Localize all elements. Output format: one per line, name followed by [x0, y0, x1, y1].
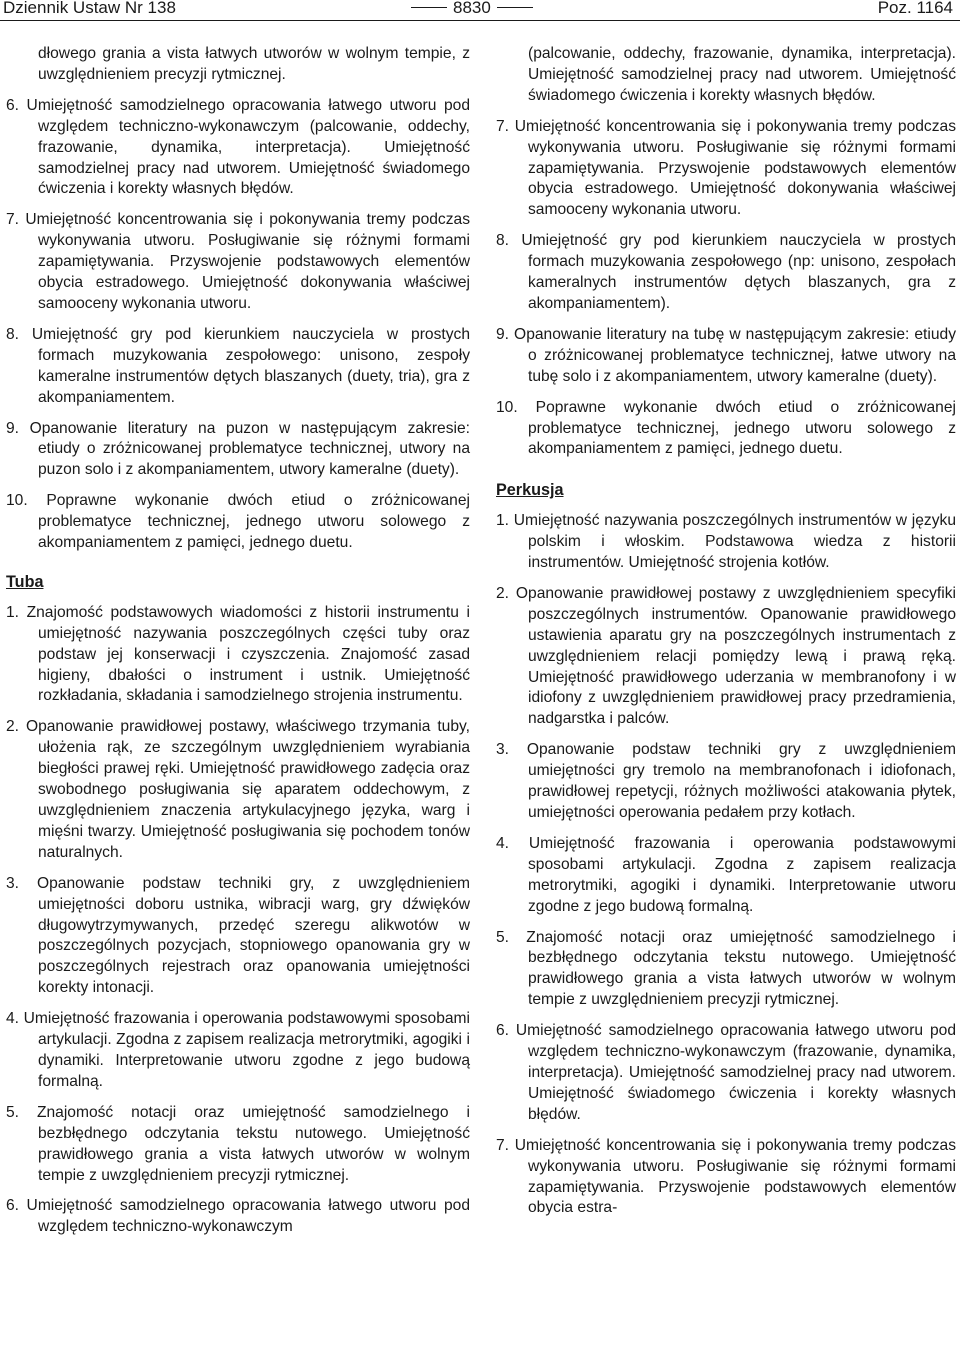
paragraph: (palcowanie, oddechy, frazowanie, dynamika, interpretacja). Umiejętność samodzielnej pracy nad utworem. Umiejętność świadomego ćwiczenia i korekty własnych błędów. [528, 45, 956, 104]
list-item: 1. Znajomość podstawowych wiadomości z historii instrumentu i umiejętność nazywania poszczególnych części tuby oraz podstaw jej konserwacji i czyszczenia. Znajomość zasad higieny, dbałości o instrument i ustnik. Umiejętność rozkładania, składania i samodzielnego strojenia instrumentu. [6, 603, 470, 705]
list-item: 6. Umiejętność samodzielnego opracowania łatwego utworu pod względem techniczno-wykonawczym (frazowanie, dynamika, interpretacja). Umiejętność samodzielnej pracy nad utworem. Umiejętność świadomego ćwiczenia i korekty własnych błędów. [496, 1022, 956, 1123]
list-item: 1. Umiejętność nazywania poszczególnych instrumentów w języku polskim i włoskim. Podstawowa wiedza z historii instrumentów. Umiejętność strojenia kotłów. [496, 512, 956, 572]
page-number [405, 0, 539, 16]
position-number: Poz. 1164 [877, 0, 953, 17]
list-item: 9. Opanowanie literatury na puzon w następującym zakresie: etiudy o zróżnicowanej problematyce technicznej, utwory na puzon solo i z akompaniamentem, utwory kameralne (duety). [6, 419, 470, 479]
list-item: 7. Umiejętność koncentrowania się i pokonywania tremy podczas wykonywania utworu. Posługiwanie się różnymi formami zapamiętywania. Przyswojenie podstawowych elementów obycia estradowego. Umiejętność dokonywania właściwej samooceny wykonania utworu. [6, 211, 470, 312]
header-rule [0, 20, 960, 21]
list-item: 2. Opanowanie prawidłowej postawy, właściwego trzymania tuby, ułożenia rąk, ze szczególnym uwzględnieniem wyrabiania biegłości prawej ręki. Umiejętność prawidłowego zadęcia oraz swobodnego posługiwania się aparatem oddechowym, z uwzględnieniem znaczenia artykulacyjnego języka, warg i mięśni twarzy. Umiejętność posługiwania się pochodem tonów naturalnych. [6, 718, 470, 861]
journal-title: Dziennik Ustaw Nr 138 [3, 0, 176, 17]
list-item: 9. Opanowanie literatury na tubę w następującym zakresie: etiudy o zróżnicowanej problematyce technicznej, łatwe utwory na tubę solo i z akompaniamentem, utwory kameralne (duety). [496, 325, 956, 385]
list-item: 6. Umiejętność samodzielnego opracowania łatwego utworu pod względem techniczno-wykonawczym (palcowanie, oddechy, frazowanie, dynamika, interpretacja). Umiejętność samodzielnej pracy nad utworem. Umiejętność świadomego ćwiczenia i korekty własnych błędów. [6, 96, 470, 198]
list-item: 2. Opanowanie prawidłowej postawy z uwzględnieniem specyfiki poszczególnych instrumentów. Opanowanie prawidłowego ustawienia aparatu gry na poszczególnych instrumentach z uwzględnieniem relacji pomiędzy lewą i prawą ręką. Umiejętność prawidłowego uderzania w membranofony i w idiofony z uwzględnieniem prawidłowej pracy przedramienia, nadgarstka i palców. [496, 584, 956, 728]
list-item: 5. Znajomość notacji oraz umiejętność samodzielnego i bezbłędnego odczytania tekstu nutowego. Umiejętność prawidłowego grania a vista łatwych utworów w wolnym tempie z uwzględnieniem precyzji rytmicznej. [496, 928, 956, 1009]
list-item: 10. Poprawne wykonanie dwóch etiud o zróżnicowanej problematyce technicznej, jednego utworu solowego z akompaniamentem z pamięci, jednego duetu. [496, 398, 956, 458]
list-item: 8. Umiejętność gry pod kierunkiem nauczyciela w prostych formach muzykowania zespołowego (np: unisono, zespołach kameralnych instrumentów dętych blaszanych, gra z akompaniamentem). [496, 232, 956, 312]
list-item: 3. Opanowanie podstaw techniki gry z uwzględnieniem umiejętności gry tremolo na membranofonach i idiofonach, prawidłowej repetycji, różnych możliwości atakowania płytek, umiejętności operowania pedałem przy kotłach. [496, 741, 956, 821]
list-item: 4. Umiejętność frazowania i operowania podstawowymi sposobami artykulacji. Zgodna z zapisem realizacja metrorytmiki, agogiki i dynamiki. Interpretowanie utworu zgodne z jego budową formalną. [496, 834, 956, 915]
list-item: 10. Poprawne wykonanie dwóch etiud o zróżnicowanej problematyce technicznej, jednego utworu solowego z akompaniamentem z pamięci, jednego duetu. [6, 492, 470, 552]
right-column [496, 44, 956, 1229]
list-item: 4. Umiejętność frazowania i operowania podstawowymi sposobami artykulacji. Zgodna z zapisem realizacja metrorytmiki, agogiki i dynamiki. Interpretowanie utworu zgodne z jego budową formalną. [6, 1010, 470, 1090]
list-item: 8. Umiejętność gry pod kierunkiem nauczyciela w prostych formach muzykowania zespołowego: unisono, zespoły kameralne instrumentów dętych blaszanych (duety, tria), gra z akompaniamentem. [6, 325, 470, 406]
left-column [6, 44, 470, 1248]
list-item: 3. Opanowanie podstaw techniki gry, z uwzględnieniem umiejętności doboru ustnika, wibracji warg, gry dźwięków długowytrzymywanych, przedęć szeregu alikwotów w poszczególnych pozycjach, stopniowego opanowania gry w poszczególnych rejestrach oraz opanowania umiejętności korekty intonacji. [6, 874, 470, 997]
page-number-text: 8830 [453, 0, 491, 17]
list-item: 6. Umiejętność samodzielnego opracowania łatwego utworu pod względem techniczno-wykonawczym [6, 1197, 470, 1236]
list-item: 7. Umiejętność koncentrowania się i pokonywania tremy podczas wykonywania utworu. Posługiwanie się różnymi formami zapamiętywania. Przyswojenie podstawowych elementów obycia estradowego. Umiejętność dokonywania właściwej samooceny wykonania utworu. [496, 117, 956, 219]
page-header [0, 0, 960, 22]
section-heading-perkusja: Perkusja [496, 481, 564, 500]
paragraph: dłowego grania a vista łatwych utworów w wolnym tempie, z uwzględnieniem precyzji rytmicznej. [38, 45, 470, 83]
list-item: 7. Umiejętność koncentrowania się i pokonywania tremy podczas wykonywania utworu. Posługiwanie się różnymi formami zapamiętywania. Przyswojenie podstawowych elementów obycia estra- [496, 1136, 956, 1217]
section-heading-tuba: Tuba [6, 572, 44, 591]
list-item: 5. Znajomość notacji oraz umiejętność samodzielnego i bezbłędnego odczytania tekstu nutowego. Umiejętność prawidłowego grania a vista łatwych utworów w wolnym tempie z uwzględnieniem precyzji rytmicznej. [6, 1103, 470, 1184]
